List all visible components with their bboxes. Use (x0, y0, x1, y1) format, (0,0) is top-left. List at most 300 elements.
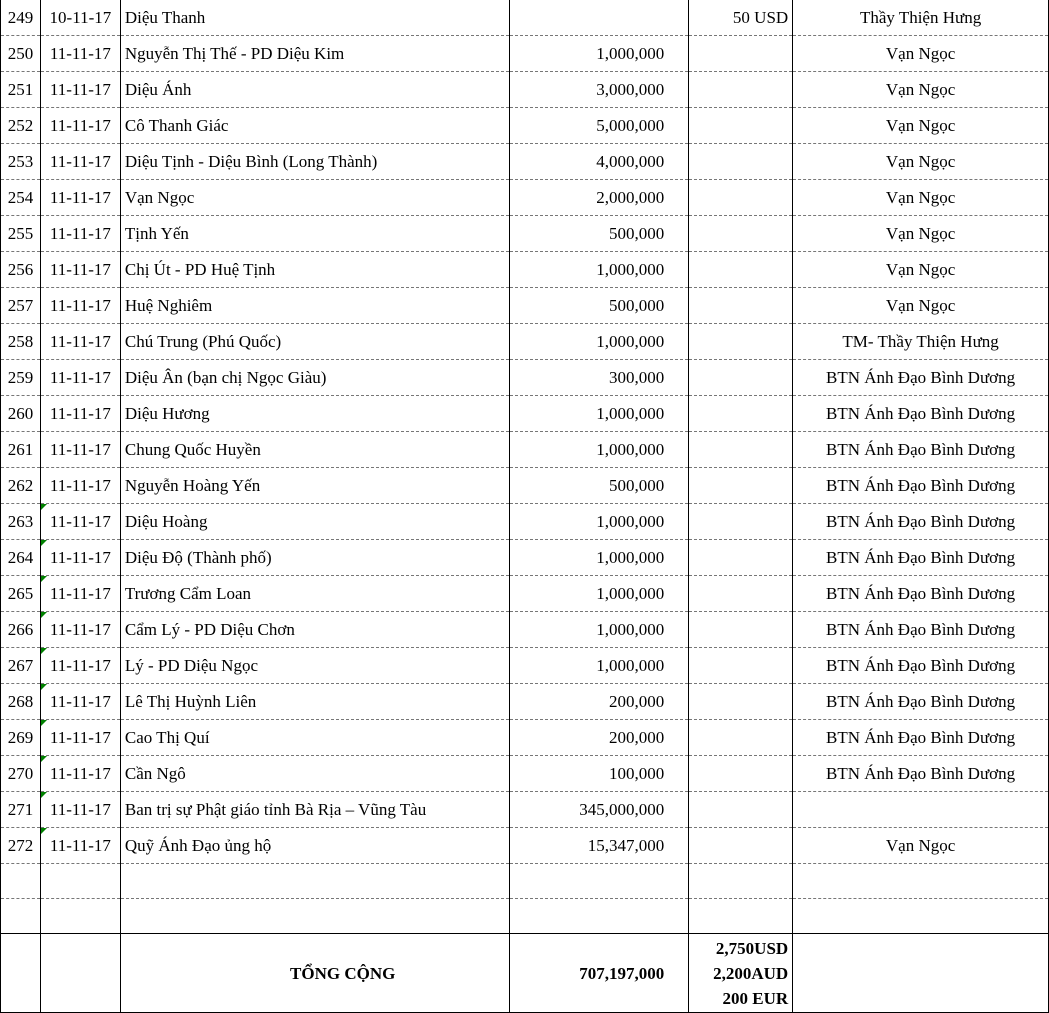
cell-name[interactable] (120, 720, 509, 756)
cell-name[interactable] (120, 504, 509, 540)
cell-vnd-text: 300,000 (609, 368, 665, 387)
cell-name-text: Lê Thị Huỳnh Liên (124, 692, 257, 711)
cell-no[interactable] (1, 648, 41, 684)
cell-name[interactable] (120, 756, 509, 792)
cell-date[interactable] (40, 468, 120, 504)
cell-note[interactable] (793, 899, 1049, 934)
comment-indicator-icon (41, 612, 47, 618)
cell-name-text: Nguyễn Hoàng Yến (124, 476, 261, 495)
total-cell-no[interactable] (1, 934, 41, 1013)
cell-vnd-text: 500,000 (609, 224, 665, 243)
table-row (1, 468, 1049, 504)
cell-note-text: BTN Ánh Đạo Bình Dương (826, 692, 1016, 711)
table-row (1, 252, 1049, 288)
cell-note-text: Vạn Ngọc (885, 116, 956, 135)
table-row (1, 504, 1049, 540)
cell-vnd-text: 200,000 (609, 728, 665, 747)
cell-vnd[interactable] (509, 899, 689, 934)
table-row (1, 576, 1049, 612)
cell-note[interactable] (793, 144, 1049, 180)
cell-name-text: Tịnh Yến (124, 224, 189, 243)
cell-foreign[interactable] (689, 108, 793, 144)
table-row (1, 108, 1049, 144)
cell-date[interactable] (40, 792, 120, 828)
cell-no[interactable] (1, 756, 41, 792)
cell-note[interactable] (793, 720, 1049, 756)
cell-no-text: 257 (7, 296, 34, 315)
cell-foreign[interactable] (689, 216, 793, 252)
cell-vnd-text: 345,000,000 (579, 800, 665, 819)
cell-name-text: Ban trị sự Phật giáo tỉnh Bà Rịa – Vũng Tàu (124, 800, 427, 819)
cell-note[interactable] (793, 396, 1049, 432)
cell-no[interactable] (1, 216, 41, 252)
cell-name[interactable] (120, 792, 509, 828)
cell-note[interactable] (793, 324, 1049, 360)
cell-no[interactable] (1, 108, 41, 144)
cell-note-text: BTN Ánh Đạo Bình Dương (826, 656, 1016, 675)
cell-vnd[interactable] (509, 720, 689, 756)
cell-note[interactable] (793, 180, 1049, 216)
cell-date-text: 11-11-17 (49, 512, 111, 531)
cell-foreign[interactable] (689, 432, 793, 468)
cell-vnd-text: 1,000,000 (596, 404, 665, 423)
cell-vnd[interactable] (509, 72, 689, 108)
table-row (1, 180, 1049, 216)
cell-foreign[interactable] (689, 792, 793, 828)
cell-no[interactable] (1, 288, 41, 324)
cell-vnd-text: 1,000,000 (596, 656, 665, 675)
cell-vnd-text: 1,000,000 (596, 440, 665, 459)
cell-vnd-text: 100,000 (609, 764, 665, 783)
cell-vnd[interactable] (509, 576, 689, 612)
cell-date-text: 11-11-17 (49, 332, 111, 351)
cell-no[interactable] (1, 540, 41, 576)
cell-name[interactable] (120, 468, 509, 504)
cell-vnd[interactable] (509, 684, 689, 720)
cell-no-text: 268 (7, 692, 34, 711)
cell-vnd[interactable] (509, 468, 689, 504)
cell-date[interactable] (40, 504, 120, 540)
cell-no-text: 272 (7, 836, 34, 855)
cell-foreign[interactable] (689, 468, 793, 504)
cell-name[interactable] (120, 72, 509, 108)
cell-no[interactable] (1, 72, 41, 108)
cell-name[interactable] (120, 324, 509, 360)
total-cell-note[interactable] (793, 934, 1049, 1013)
total-usd: 2,750USD (715, 938, 789, 958)
cell-date-text: 11-11-17 (49, 368, 111, 387)
cell-note-text: BTN Ánh Đạo Bình Dương (826, 368, 1016, 387)
cell-note-text: BTN Ánh Đạo Bình Dương (826, 476, 1016, 495)
cell-date[interactable] (40, 180, 120, 216)
cell-date[interactable] (40, 144, 120, 180)
cell-name-text: Diệu Ân (bạn chị Ngọc Giàu) (124, 368, 327, 387)
cell-date[interactable] (40, 828, 120, 864)
cell-no-text: 249 (7, 8, 34, 27)
cell-name-text: Cẩm Lý - PD Diệu Chơn (124, 620, 295, 639)
cell-name-text: Cần Ngô (124, 764, 186, 783)
cell-foreign[interactable] (689, 828, 793, 864)
cell-name[interactable] (120, 899, 509, 934)
cell-foreign[interactable] (689, 252, 793, 288)
cell-foreign[interactable] (689, 612, 793, 648)
blank-row (1, 864, 1049, 899)
cell-name-text: Huệ Nghiêm (124, 296, 213, 315)
cell-foreign[interactable] (689, 648, 793, 684)
cell-name[interactable] (120, 828, 509, 864)
cell-foreign[interactable] (689, 36, 793, 72)
table-row (1, 36, 1049, 72)
cell-vnd[interactable] (509, 216, 689, 252)
cell-date[interactable] (40, 684, 120, 720)
cell-date[interactable] (40, 36, 120, 72)
cell-foreign[interactable] (689, 720, 793, 756)
cell-date-text: 11-11-17 (49, 224, 111, 243)
cell-vnd[interactable] (509, 648, 689, 684)
total-eur: 200 EUR (722, 988, 789, 1008)
cell-no[interactable] (1, 396, 41, 432)
cell-note-text: BTN Ánh Đạo Bình Dương (826, 440, 1016, 459)
cell-name-text: Cô Thanh Giác (124, 116, 229, 135)
cell-date[interactable] (40, 360, 120, 396)
cell-name-text: Nguyễn Thị Thế - PD Diệu Kim (124, 44, 345, 63)
table-row (1, 432, 1049, 468)
cell-note[interactable] (793, 648, 1049, 684)
cell-date-text: 11-11-17 (49, 764, 111, 783)
table-row (1, 360, 1049, 396)
cell-foreign[interactable] (689, 180, 793, 216)
cell-name-text: Diệu Ánh (124, 80, 192, 99)
cell-no-text: 263 (7, 512, 34, 531)
cell-vnd[interactable] (509, 864, 689, 899)
cell-vnd-text: 4,000,000 (596, 152, 665, 171)
cell-no[interactable] (1, 36, 41, 72)
cell-note[interactable] (793, 216, 1049, 252)
cell-foreign[interactable] (689, 864, 793, 899)
cell-foreign[interactable] (689, 144, 793, 180)
cell-no-text: 271 (7, 800, 34, 819)
cell-vnd-text: 1,000,000 (596, 620, 665, 639)
cell-date[interactable] (40, 756, 120, 792)
cell-name[interactable] (120, 396, 509, 432)
cell-vnd-text: 1,000,000 (596, 44, 665, 63)
cell-note-text: BTN Ánh Đạo Bình Dương (826, 764, 1016, 783)
cell-date[interactable] (40, 720, 120, 756)
cell-vnd[interactable] (509, 360, 689, 396)
cell-note[interactable] (793, 828, 1049, 864)
cell-foreign[interactable] (689, 324, 793, 360)
cell-no[interactable] (1, 360, 41, 396)
total-foreign[interactable] (689, 934, 793, 1013)
cell-date-text: 11-11-17 (49, 152, 111, 171)
cell-date-text: 10-11-17 (49, 8, 112, 27)
cell-note[interactable] (793, 756, 1049, 792)
cell-name[interactable] (120, 216, 509, 252)
cell-no[interactable] (1, 504, 41, 540)
cell-date[interactable] (40, 216, 120, 252)
table-row (1, 792, 1049, 828)
cell-name[interactable] (120, 144, 509, 180)
cell-no-text: 264 (7, 548, 34, 567)
cell-no-text: 254 (7, 188, 34, 207)
cell-no-text: 261 (7, 440, 34, 459)
cell-foreign[interactable] (689, 0, 793, 36)
cell-no[interactable] (1, 180, 41, 216)
cell-note[interactable] (793, 540, 1049, 576)
table-row (1, 612, 1049, 648)
table-row (1, 648, 1049, 684)
cell-name[interactable] (120, 612, 509, 648)
cell-foreign[interactable] (689, 899, 793, 934)
cell-name-text: Vạn Ngọc (124, 188, 195, 207)
cell-no[interactable] (1, 576, 41, 612)
cell-vnd[interactable] (509, 36, 689, 72)
cell-name[interactable] (120, 684, 509, 720)
cell-no-text: 266 (7, 620, 34, 639)
cell-no[interactable] (1, 468, 41, 504)
cell-note[interactable] (793, 108, 1049, 144)
cell-name-text: Diệu Hoàng (124, 512, 208, 531)
cell-note[interactable] (793, 576, 1049, 612)
blank-row (1, 899, 1049, 934)
cell-foreign[interactable] (689, 360, 793, 396)
cell-foreign[interactable] (689, 756, 793, 792)
cell-vnd-text: 5,000,000 (596, 116, 665, 135)
cell-vnd[interactable] (509, 540, 689, 576)
cell-note-text: Vạn Ngọc (885, 152, 956, 171)
cell-no-text: 258 (7, 332, 34, 351)
cell-name-text: Chung Quốc Huyền (124, 440, 261, 459)
cell-no[interactable] (1, 612, 41, 648)
cell-date-text: 11-11-17 (49, 296, 111, 315)
cell-no[interactable] (1, 792, 41, 828)
cell-name[interactable] (120, 432, 509, 468)
cell-vnd[interactable] (509, 396, 689, 432)
cell-vnd[interactable] (509, 288, 689, 324)
cell-name-text: Chị Út - PD Huệ Tịnh (124, 260, 276, 279)
cell-no[interactable] (1, 432, 41, 468)
cell-name[interactable] (120, 360, 509, 396)
total-cell-date[interactable] (40, 934, 120, 1013)
cell-note-text: BTN Ánh Đạo Bình Dương (826, 728, 1016, 747)
cell-name[interactable] (120, 648, 509, 684)
total-row (1, 934, 1049, 1013)
cell-name[interactable] (120, 252, 509, 288)
cell-name-text: Lý - PD Diệu Ngọc (124, 656, 259, 675)
cell-no[interactable] (1, 684, 41, 720)
cell-name-text: Cao Thị Quí (124, 728, 210, 747)
cell-no-text: 251 (7, 80, 34, 99)
cell-no-text: 255 (7, 224, 34, 243)
cell-note[interactable] (793, 0, 1049, 36)
cell-note[interactable] (793, 468, 1049, 504)
cell-date[interactable] (40, 432, 120, 468)
cell-vnd[interactable] (509, 504, 689, 540)
cell-note[interactable] (793, 864, 1049, 899)
cell-no[interactable] (1, 252, 41, 288)
cell-note-text: BTN Ánh Đạo Bình Dương (826, 548, 1016, 567)
cell-note-text: Vạn Ngọc (885, 260, 956, 279)
cell-note[interactable] (793, 36, 1049, 72)
cell-date-text: 11-11-17 (49, 116, 111, 135)
cell-date-text: 11-11-17 (49, 584, 111, 603)
comment-indicator-icon (41, 504, 47, 510)
cell-note-text: Vạn Ngọc (885, 296, 956, 315)
cell-date[interactable] (40, 396, 120, 432)
cell-note-text: Vạn Ngọc (885, 44, 956, 63)
cell-date[interactable] (40, 648, 120, 684)
cell-no[interactable] (1, 828, 41, 864)
cell-date[interactable] (40, 899, 120, 934)
table-row (1, 684, 1049, 720)
cell-foreign[interactable] (689, 396, 793, 432)
cell-date[interactable] (40, 324, 120, 360)
cell-note-text: Vạn Ngọc (885, 836, 956, 855)
cell-date-text: 11-11-17 (49, 692, 111, 711)
cell-note[interactable] (793, 684, 1049, 720)
cell-note[interactable] (793, 612, 1049, 648)
cell-no-text: 252 (7, 116, 34, 135)
cell-name-text: Trương Cẩm Loan (124, 584, 252, 603)
total-label[interactable]: TỔNG CỘNG (120, 934, 509, 1013)
cell-date-text: 11-11-17 (49, 728, 111, 747)
cell-note-text: BTN Ánh Đạo Bình Dương (826, 620, 1016, 639)
cell-vnd-text: 3,000,000 (596, 80, 665, 99)
cell-no-text: 265 (7, 584, 34, 603)
cell-vnd-text: 15,347,000 (587, 836, 665, 855)
cell-note-text: Vạn Ngọc (885, 80, 956, 99)
cell-no-text: 256 (7, 260, 34, 279)
cell-vnd[interactable] (509, 792, 689, 828)
cell-name[interactable] (120, 576, 509, 612)
cell-no-text: 269 (7, 728, 34, 747)
cell-vnd[interactable] (509, 144, 689, 180)
cell-vnd-text: 1,000,000 (596, 548, 665, 567)
cell-note[interactable] (793, 252, 1049, 288)
cell-name-text: Chú Trung (Phú Quốc) (124, 332, 282, 351)
cell-vnd-text: 1,000,000 (596, 332, 665, 351)
cell-date-text: 11-11-17 (49, 548, 111, 567)
cell-vnd[interactable] (509, 612, 689, 648)
cell-foreign-text: 50 USD (732, 8, 789, 27)
table-row (1, 396, 1049, 432)
cell-no[interactable] (1, 0, 41, 36)
cell-vnd[interactable] (509, 432, 689, 468)
cell-vnd-text: 200,000 (609, 692, 665, 711)
cell-no[interactable] (1, 324, 41, 360)
cell-foreign[interactable] (689, 504, 793, 540)
table-row (1, 324, 1049, 360)
cell-vnd[interactable] (509, 0, 689, 36)
cell-date-text: 11-11-17 (49, 80, 111, 99)
cell-no[interactable] (1, 899, 41, 934)
comment-indicator-icon (41, 720, 47, 726)
cell-foreign[interactable] (689, 684, 793, 720)
table-body (1, 0, 1049, 864)
cell-note[interactable] (793, 360, 1049, 396)
cell-date-text: 11-11-17 (49, 656, 111, 675)
cell-date[interactable] (40, 108, 120, 144)
cell-note-text: TM- Thầy Thiện Hưng (842, 332, 999, 351)
cell-vnd[interactable] (509, 108, 689, 144)
cell-note-text: Vạn Ngọc (885, 224, 956, 243)
cell-name[interactable] (120, 540, 509, 576)
cell-name-text: Diệu Thanh (124, 8, 206, 27)
cell-name[interactable] (120, 36, 509, 72)
cell-foreign[interactable] (689, 72, 793, 108)
cell-no[interactable] (1, 864, 41, 899)
cell-vnd-text: 1,000,000 (596, 584, 665, 603)
cell-date[interactable] (40, 612, 120, 648)
cell-date[interactable] (40, 72, 120, 108)
cell-date-text: 11-11-17 (49, 440, 111, 459)
cell-vnd[interactable] (509, 756, 689, 792)
cell-note-text: BTN Ánh Đạo Bình Dương (826, 404, 1016, 423)
cell-note[interactable] (793, 432, 1049, 468)
cell-note[interactable] (793, 504, 1049, 540)
cell-no[interactable] (1, 720, 41, 756)
table-row (1, 0, 1049, 36)
cell-note[interactable] (793, 288, 1049, 324)
table-row (1, 720, 1049, 756)
cell-no-text: 267 (7, 656, 34, 675)
cell-date[interactable] (40, 864, 120, 899)
cell-date[interactable] (40, 288, 120, 324)
cell-vnd-text: 2,000,000 (596, 188, 665, 207)
cell-no-text: 259 (7, 368, 34, 387)
table-row (1, 144, 1049, 180)
cell-name[interactable] (120, 108, 509, 144)
comment-indicator-icon (41, 756, 47, 762)
cell-vnd-text: 500,000 (609, 296, 665, 315)
cell-no-text: 260 (7, 404, 34, 423)
cell-date-text: 11-11-17 (49, 800, 111, 819)
cell-note-text: Thầy Thiện Hưng (859, 8, 982, 27)
table-row (1, 756, 1049, 792)
cell-vnd[interactable] (509, 828, 689, 864)
comment-indicator-icon (41, 828, 47, 834)
cell-note[interactable] (793, 792, 1049, 828)
cell-name-text: Diệu Hương (124, 404, 210, 423)
cell-note[interactable] (793, 72, 1049, 108)
cell-foreign[interactable] (689, 576, 793, 612)
cell-foreign[interactable] (689, 288, 793, 324)
cell-vnd[interactable] (509, 180, 689, 216)
cell-foreign[interactable] (689, 540, 793, 576)
table-row (1, 288, 1049, 324)
table-row (1, 72, 1049, 108)
total-vnd[interactable]: 707,197,000 (509, 934, 689, 1013)
cell-date[interactable] (40, 252, 120, 288)
cell-no-text: 253 (7, 152, 34, 171)
cell-name[interactable] (120, 0, 509, 36)
cell-date[interactable] (40, 540, 120, 576)
cell-name[interactable] (120, 288, 509, 324)
cell-name[interactable] (120, 864, 509, 899)
cell-date-text: 11-11-17 (49, 188, 111, 207)
cell-date-text: 11-11-17 (49, 476, 111, 495)
cell-name-text: Diệu Độ (Thành phố) (124, 548, 272, 567)
cell-name[interactable] (120, 180, 509, 216)
cell-no[interactable] (1, 144, 41, 180)
cell-name-text: Diệu Tịnh - Diệu Bình (Long Thành) (124, 152, 378, 171)
cell-note-text: BTN Ánh Đạo Bình Dương (826, 584, 1016, 603)
cell-name-text: Quỹ Ánh Đạo ủng hộ (124, 836, 272, 855)
cell-date[interactable] (40, 576, 120, 612)
cell-vnd[interactable] (509, 252, 689, 288)
cell-vnd[interactable] (509, 324, 689, 360)
cell-date[interactable] (40, 0, 120, 36)
